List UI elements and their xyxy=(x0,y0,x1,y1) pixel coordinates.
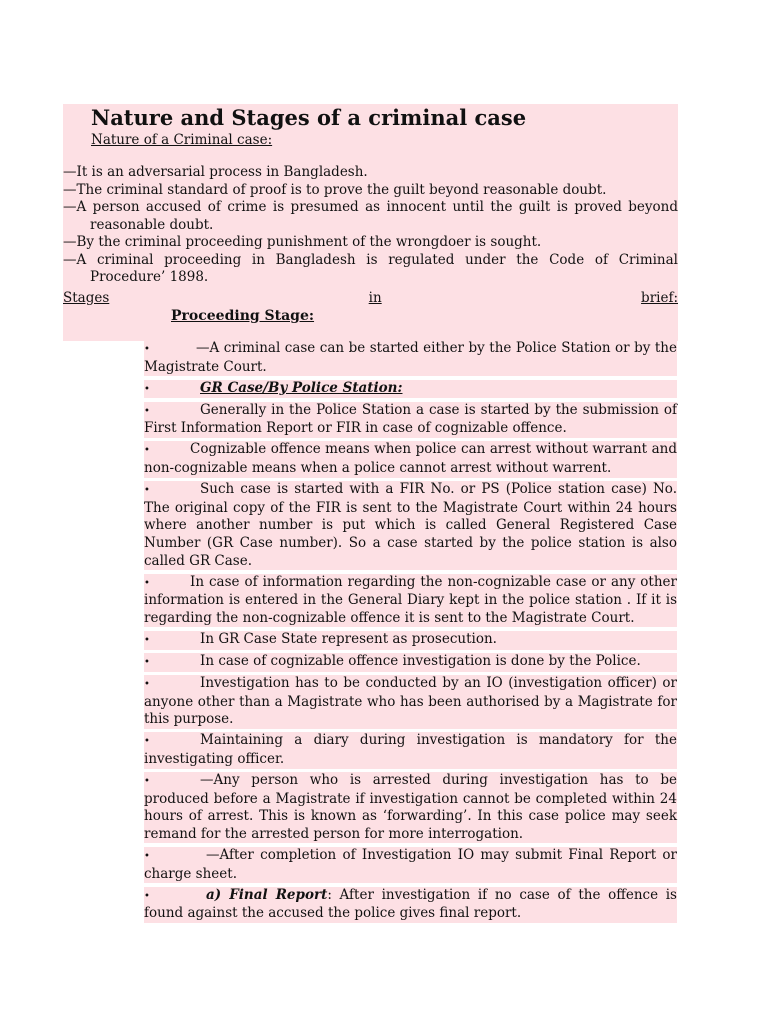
stages-word: Stages xyxy=(63,290,110,306)
list-item xyxy=(144,732,677,768)
list-item xyxy=(144,653,677,672)
document-title: Nature and Stages of a criminal case xyxy=(91,105,527,130)
intro-item: —A criminal proceeding in Bangladesh is regulated under the Code of Criminal Procedure’ 1898. xyxy=(63,251,678,285)
bullet-icon: • xyxy=(144,383,150,395)
bullet-icon: • xyxy=(144,657,150,668)
list-item xyxy=(144,631,677,650)
list-item xyxy=(144,887,677,923)
list-item xyxy=(144,441,677,477)
list-item xyxy=(144,402,677,438)
gr-case-heading: GR Case/By Police Station: xyxy=(200,379,403,396)
list-item xyxy=(144,574,677,628)
bullet-icon: • xyxy=(144,850,150,862)
bullet-text: —A criminal case can be started either by the Police Station or by the Magistrate Court. xyxy=(144,340,677,375)
list-item xyxy=(144,340,677,376)
intro-item: —A person accused of crime is presumed as innocent until the guilt is proved beyond reasonable doubt. xyxy=(63,199,678,233)
bullet-icon: • xyxy=(144,679,150,691)
bullet-text: In GR Case State represent as prosecution. xyxy=(200,630,497,647)
intro-item: —The criminal standard of proof is to prove the guilt beyond reasonable doubt. xyxy=(63,181,607,198)
section-subtitle: Nature of a Criminal case: xyxy=(91,132,273,148)
list-item xyxy=(144,847,677,883)
bullet-text: Maintaining a diary during investigation is mandatory for the investigating officer. xyxy=(144,732,677,767)
list-item xyxy=(144,675,677,729)
intro-item: —By the criminal proceeding punishment of the wrongdoer is sought. xyxy=(63,234,542,250)
bullet-icon: • xyxy=(144,634,150,646)
bullet-text: Such case is started with a FIR No. or PS (Police station case) No. The original copy of the FIR is sent to the Magistrate Court within 24 hours where another number is put which is called General Registered Case Number (GR Case number). So a case started by the police station is also called GR Case. xyxy=(144,481,677,569)
list-item xyxy=(144,772,677,843)
bullet-icon: • xyxy=(144,736,150,748)
proceeding-stage-heading: Proceeding Stage: xyxy=(171,308,315,324)
final-report-label: a) Final Report xyxy=(206,886,328,903)
in-word: in xyxy=(368,290,382,306)
list-item xyxy=(144,380,677,399)
bullet-icon: • xyxy=(144,405,150,417)
intro-list xyxy=(63,164,678,287)
bullet-icon: • xyxy=(144,776,150,788)
bullet-text: In case of information regarding the non-cognizable case or any other information is entered in the General Diary kept in the police station . If it is regarding the non-cognizable offence it is sent to the Magistrate Court. xyxy=(144,573,677,626)
stages-in-brief-line xyxy=(63,289,678,307)
bullet-text: —After completion of Investigation IO may submit Final Report or charge sheet. xyxy=(144,846,677,882)
bullet-icon: • xyxy=(144,445,150,457)
bullet-text: Cognizable offence means when police can arrest without warrant and non-cognizable means when a police cannot arrest without warrent. xyxy=(144,441,677,477)
brief-word: brief: xyxy=(641,290,678,306)
bullet-text: Generally in the Police Station a case is started by the submission of First Information Report or FIR in case of cognizable offence. xyxy=(144,401,677,437)
intro-item: —It is an adversarial process in Bangladesh. xyxy=(63,164,368,180)
bullet-icon: • xyxy=(144,890,150,902)
bullet-text: —Any person who is arrested during investigation has to be produced before a Magistrate if investigation cannot be completed within 24 hours of arrest. This is known as ‘forwarding’. In this case police may seek remand for the arrested person for more interrogation. xyxy=(144,772,677,842)
bullet-icon: • xyxy=(144,577,150,589)
bullet-icon: • xyxy=(144,344,150,355)
bullet-icon: • xyxy=(144,485,150,497)
bullet-text: In case of cognizable offence investigation is done by the Police. xyxy=(200,653,641,669)
bullet-text: Investigation has to be conducted by an IO (investigation officer) or anyone other than a Magistrate who has been authorised by a Magistrate for this purpose. xyxy=(144,675,677,728)
bullet-list xyxy=(144,340,677,926)
bullet-text: : After investigation if no case of the offence is found against the accused the police gives final report. xyxy=(144,886,677,922)
list-item xyxy=(144,481,677,570)
